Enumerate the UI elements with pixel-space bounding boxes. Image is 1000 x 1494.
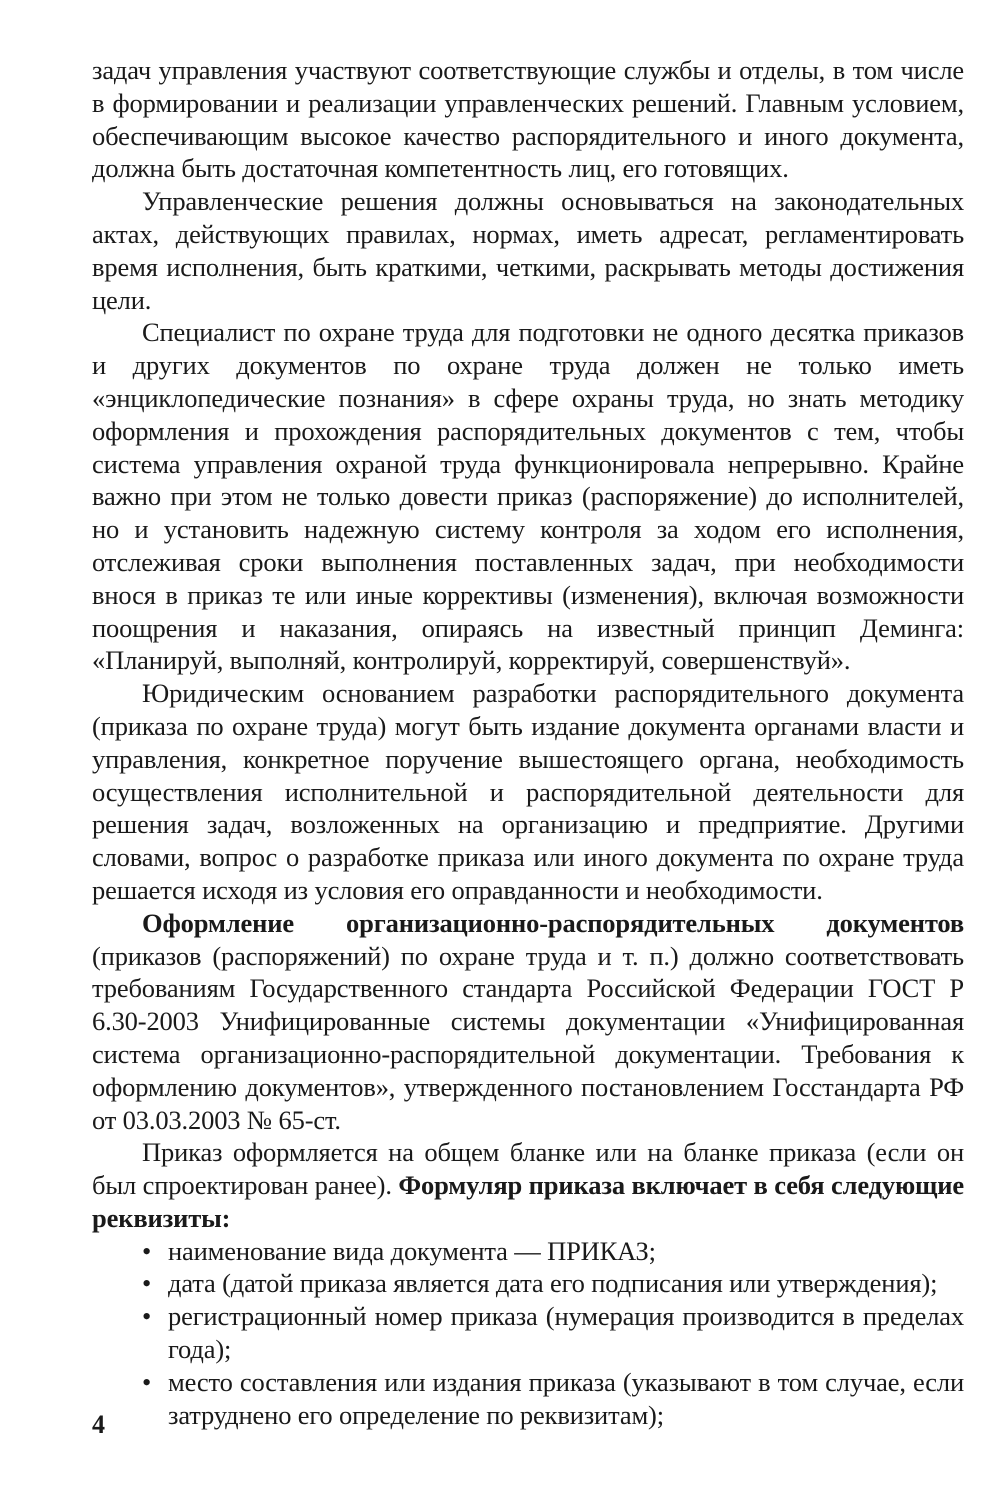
paragraph-2: Управленческие решения должны основываться на законодательных актах, действующих правилах, нормах, иметь адресат, регламентировать время исполнения, быть краткими, четкими, раскрывать методы достижения цели. [92,186,964,315]
paragraph-6-bold-tail: Формуляр приказа включает в себя следующие реквизиты: [92,1170,964,1233]
list-item-text: регистрационный номер приказа (нумерация производится в пределах года); [168,1301,964,1365]
list-item [142,1235,964,1268]
paragraph-6 [92,1136,964,1234]
paragraph-5-text: (приказов (распоряжений) по охране труда и т. п.) должно соответствовать требованиям Государственного стандарта Российской Федерации ГОСТ Р 6.30-2003 Унифицированные системы документации «Унифицированная система организационно-распорядительной документации. Требования к оформлению документов», утвержденного постановлением Госстандарта РФ от 03.03.2003 № 65-ст. [92,940,964,1135]
list-item-text: наименование вида документа — ПРИКАЗ; [168,1235,656,1266]
bullet-icon: • [142,1235,152,1266]
paragraph-4: Юридическим основанием разработки распорядительного документа (приказа по охране труда) могут быть издание документа органами власти и управления, конкретное поручение вышестоящего органа, необходимость осуществления исполнительной и распорядительной деятельности для решения задач, возложенных на организацию и предприятие. Другими словами, вопрос о разработке приказа или иного документа по охране труда решается исходя из условия его оправданности и необходимости. [92,678,964,905]
list-item-text: дата (датой приказа является дата его подписания или утверждения); [168,1268,938,1299]
list-item [142,1300,964,1366]
paragraph-1: задач управления участвуют соответствующие службы и отделы, в том числе в формировании и реализации управленческих решений. Главным условием, обеспечивающим высокое качество распорядительного и иного документа, должна быть достаточная компетентность лиц, его готовящих. [92,55,964,184]
bullet-icon: • [142,1366,152,1397]
paragraph-5-bold-lead: Оформление организационно-распорядительных документов [142,907,964,938]
list-item-text: место составления или издания приказа (указывают в том случае, если затруднено его определение по реквизитам); [168,1366,964,1430]
bullet-icon: • [142,1301,152,1332]
requisites-list [92,1235,964,1432]
bullet-icon: • [142,1268,152,1299]
page-number: 4 [92,1410,105,1439]
document-page [92,54,964,1431]
paragraph-6-text: Приказ оформляется на общем бланке или на бланке приказа (если он был спроектирован ранее). [92,1137,964,1201]
paragraph-5 [92,907,964,1137]
list-item [142,1267,964,1300]
list-item [142,1366,964,1432]
paragraph-3: Специалист по охране труда для подготовки не одного десятка приказов и других документов по охране труда должен не только иметь «энциклопедические познания» в сфере охраны труда, но знать методику оформления и прохождения распорядительных документов с тем, чтобы система управления охраной труда функционировала непрерывно. Крайне важно при этом не только довести приказ (распоряжение) до исполнителей, но и установить надежную систему контроля за ходом его исполнения, отслеживая сроки выполнения поставленных задач, при необходимости внося в приказ те или иные коррективы (изменения), включая возможности поощрения и наказания, опираясь на известный принцип Деминга: «Планируй, выполняй, контролируй, корректируй, совершенствуй». [92,317,964,676]
